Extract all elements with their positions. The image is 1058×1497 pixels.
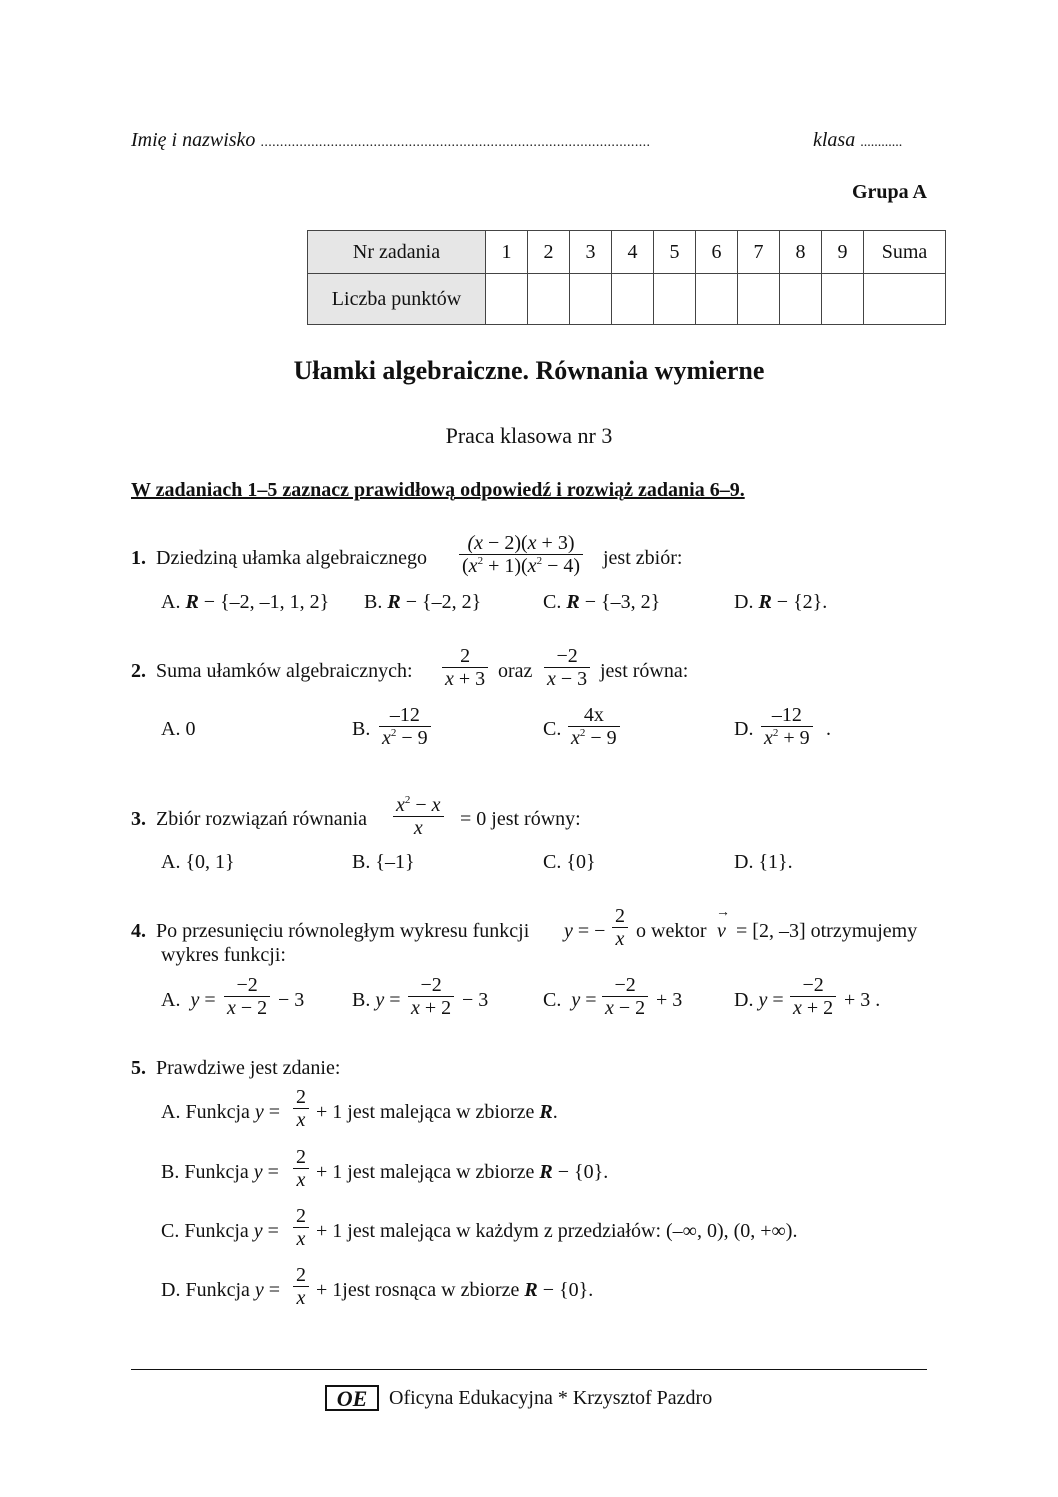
task-4-mid: o wektor <box>636 920 707 942</box>
task-2-option-a[interactable]: A. 0 <box>161 718 196 740</box>
task-4-option-c-fraction: −2 x − 2 <box>602 974 648 1019</box>
points-cell[interactable] <box>780 274 822 325</box>
vector-v: → v <box>717 919 726 943</box>
option-text: {–2, –1, 1, 2} <box>220 591 330 613</box>
task-2-fraction-2: −2 x − 3 <box>544 645 590 690</box>
points-cell[interactable] <box>612 274 654 325</box>
option-text: jest malejąca w zbiorze <box>347 1101 535 1123</box>
task-5-option-d-fraction: 2 x <box>293 1264 309 1309</box>
task-5-option-c-fraction: 2 x <box>293 1205 309 1250</box>
task-1-fraction: (x − 2)(x + 3) $(x^2 + 1)(x^2 - 4)$ <box>459 532 583 577</box>
class-dots: ............ <box>860 135 903 150</box>
task-3-question <box>131 807 367 831</box>
points-cell[interactable] <box>822 274 864 325</box>
page-title: Ułamki algebraiczne. Równania wymierne <box>293 356 765 385</box>
task-1-after: jest zbiór: <box>603 547 683 569</box>
option-text: {2}. <box>793 591 828 613</box>
task-2-option-b[interactable]: B. <box>352 718 371 740</box>
task-3-fraction: $x^2 - x$ x <box>393 794 444 839</box>
group-label: Grupa A <box>851 181 927 203</box>
task-number: 3. <box>131 808 146 830</box>
task-2-mid: oraz <box>498 660 533 682</box>
instruction: W zadaniach 1–5 zaznacz prawidłową odpowiedź i rozwiąż zadania 6–9. <box>131 479 745 501</box>
class-label: klasa <box>813 129 856 151</box>
option-text: {–2, 2} <box>421 591 482 613</box>
task-5-option-b[interactable]: B. Funkcja y = <box>161 1161 279 1183</box>
task-4-after: = [2, –3] otrzymujemy <box>736 920 918 942</box>
task-4-option-d-fraction: −2 x + 2 <box>790 974 836 1019</box>
task-number-cell: 4 <box>612 231 654 274</box>
name-label: Imię i nazwisko <box>131 129 256 151</box>
task-4-option-d[interactable]: D. y = <box>734 989 784 1011</box>
footer-divider <box>131 1369 927 1370</box>
option-text: jest rosnąca w zbiorze <box>342 1279 520 1301</box>
task-2-option-c-fraction: 4x $x^2 - 9$ <box>568 704 620 749</box>
option-text: {1}. <box>758 851 793 873</box>
task-2-option-d[interactable]: D. <box>734 718 754 740</box>
task-number: 4. <box>131 920 146 942</box>
option-numerator: 4x <box>568 704 620 727</box>
task-2-question <box>131 659 413 683</box>
task-number-cell: 9 <box>822 231 864 274</box>
option-numerator: –12 <box>761 704 813 727</box>
score-table <box>307 230 946 325</box>
task-text: Prawdziwe jest zdanie: <box>156 1057 341 1079</box>
points-cell[interactable] <box>528 274 570 325</box>
task-2-option-c[interactable]: C. <box>543 718 562 740</box>
task-4-option-b[interactable]: B. y = <box>352 989 401 1011</box>
task-number: 5. <box>131 1057 146 1079</box>
task-2-option-b-fraction: –12 $x^2 - 9$ <box>379 704 431 749</box>
task-number-cell: 6 <box>696 231 738 274</box>
task-number-cell: 8 <box>780 231 822 274</box>
task-5-option-a-fraction: 2 x <box>293 1086 309 1131</box>
task-3-option-c[interactable]: C. {0} <box>543 851 596 873</box>
points-sum-cell[interactable] <box>864 274 946 325</box>
task-3-option-d[interactable]: D. {1}. <box>734 851 793 873</box>
class-field[interactable] <box>813 128 902 155</box>
task-text: Dziedziną ułamka algebraicznego <box>156 547 427 569</box>
task-3-after: = 0 jest równy: <box>460 808 581 830</box>
points-cell[interactable] <box>570 274 612 325</box>
points-header: Liczba punktów <box>308 274 486 325</box>
task-4-line2: wykres funkcji: <box>161 944 286 966</box>
option-text: {0, 1} <box>185 851 235 873</box>
task-number-cell: 3 <box>570 231 612 274</box>
task-number-header: Nr zadania <box>308 231 486 274</box>
task-4-option-c[interactable]: C. y = <box>543 989 597 1011</box>
option-text: jest malejąca w zbiorze <box>347 1161 535 1183</box>
logo-text: OE <box>336 1386 368 1411</box>
task-number: 1. <box>131 547 146 569</box>
task-5-option-c[interactable]: C. Funkcja y = <box>161 1220 279 1242</box>
task-number-cell: 2 <box>528 231 570 274</box>
task-number-cell: 7 <box>738 231 780 274</box>
task-5-option-d[interactable]: D. Funkcja y = <box>161 1279 281 1301</box>
task-5-option-a[interactable]: A. Funkcja y = <box>161 1101 281 1123</box>
option-text: 0 <box>185 718 196 740</box>
task-3-option-b[interactable]: B. {–1} <box>352 851 415 873</box>
task-2-after: jest równa: <box>600 660 689 682</box>
task-text: Zbiór rozwiązań równania <box>156 808 368 830</box>
task-3-option-a[interactable]: A. {0, 1} <box>161 851 235 873</box>
task-4-function-fraction: 2 x <box>612 905 628 950</box>
task-5-option-b-fraction: 2 x <box>293 1146 309 1191</box>
option-text: jest malejąca w każdym z przedziałów: (–∞, 0), (0, +∞). <box>347 1220 798 1242</box>
points-cell[interactable] <box>654 274 696 325</box>
name-dots: .................................................................................................... <box>260 135 651 150</box>
task-1-option-c[interactable]: C. R − {–3, 2} <box>543 591 661 613</box>
option-text: {–1} <box>375 851 415 873</box>
task-1-question <box>131 546 427 570</box>
task-5-question <box>131 1056 340 1080</box>
task-1-option-d[interactable]: D. R − {2}. <box>734 591 828 613</box>
publisher-name: Oficyna Edukacyjna * Krzysztof Pazdro <box>389 1387 713 1409</box>
task-text: Po przesunięciu równoległym wykresu funkcji <box>156 920 530 942</box>
task-2-option-d-fraction: –12 $x^2 + 9$ <box>761 704 813 749</box>
task-text: Suma ułamków algebraicznych: <box>156 660 413 682</box>
task-1-option-a[interactable]: A. R − {–2, –1, 1, 2} <box>161 591 330 613</box>
task-4-question <box>131 919 529 943</box>
task-4-option-b-fraction: −2 x + 2 <box>408 974 454 1019</box>
points-cell[interactable] <box>696 274 738 325</box>
option-numerator: –12 <box>379 704 431 727</box>
sum-header: Suma <box>864 231 946 274</box>
publisher-logo-icon <box>325 1385 379 1411</box>
task-number-cell: 5 <box>654 231 696 274</box>
task-number: 2. <box>131 660 146 682</box>
task-4-option-a[interactable]: A. y = <box>161 989 216 1011</box>
points-cell[interactable] <box>738 274 780 325</box>
task-number-cell: 1 <box>486 231 528 274</box>
points-cell[interactable] <box>486 274 528 325</box>
task-1-option-b[interactable]: B. R − {–2, 2} <box>364 591 482 613</box>
page-subtitle: Praca klasowa nr 3 <box>445 423 613 448</box>
task-2-fraction-1: 2 x + 3 <box>442 645 488 690</box>
option-text: {0} <box>566 851 596 873</box>
task-4-option-a-fraction: −2 x − 2 <box>224 974 270 1019</box>
name-field[interactable] <box>131 128 650 155</box>
option-text: {–3, 2} <box>600 591 661 613</box>
